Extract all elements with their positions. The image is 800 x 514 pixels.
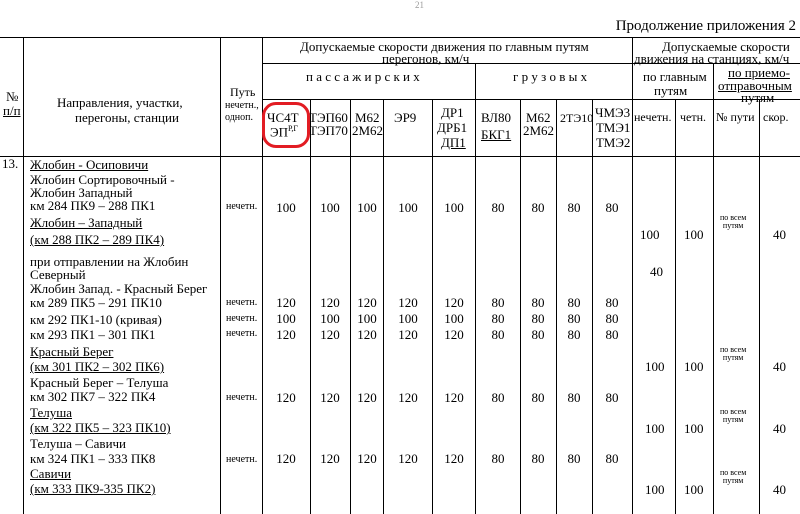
all-tracks-label: по всем путям xyxy=(720,345,747,363)
track-no-header: № пути xyxy=(716,110,755,124)
track-odd-cell: нечетн. xyxy=(226,201,258,212)
speed-cell: 120 xyxy=(357,295,377,310)
direction-line: Жлобин – Западный xyxy=(30,215,143,230)
all-tracks-label: по всем путям xyxy=(720,213,747,231)
north-main-speed: 40 xyxy=(650,264,663,279)
on-main-header-1: по главным xyxy=(643,69,707,84)
station-main-odd: 100 xyxy=(645,482,665,497)
direction-line: Савичи xyxy=(30,466,72,481)
vline-stations xyxy=(632,37,633,514)
direction-line: Жлобин Сортировочный - xyxy=(30,172,175,187)
speed-cell: 120 xyxy=(276,327,296,342)
passenger-header: п а с с а ж и р с к и х xyxy=(306,69,420,84)
vline-pass-freight xyxy=(475,63,476,514)
track-odd-cell: нечетн. xyxy=(226,328,258,339)
speed-cell: 80 xyxy=(605,390,619,405)
direction-line: (км 333 ПК9-335 ПК2) xyxy=(30,481,156,496)
station-speeds-header-1: Допускаемые скорости xyxy=(662,39,790,54)
num-header-2: п/п xyxy=(3,103,21,118)
on-receiving-header-2: отправочным xyxy=(718,78,792,93)
speed-cell: 100 xyxy=(357,311,377,326)
direction-line: Телуша – Савичи xyxy=(30,436,127,451)
speed-cell: 80 xyxy=(491,295,505,310)
even-header: четн. xyxy=(680,110,707,124)
speed-cell: 120 xyxy=(357,390,377,405)
direction-line: (км 301 ПК2 – 302 ПК6) xyxy=(30,359,165,374)
loco-chme3: ЧМЭ3 xyxy=(595,105,631,120)
direction-line: при отправлении на Жлобин xyxy=(30,254,189,269)
vline-f3 xyxy=(592,99,593,514)
direction-line: Жлобин Западный xyxy=(30,185,133,200)
speed-cell: 120 xyxy=(320,295,340,310)
all-tracks-label: по всем путям xyxy=(720,407,747,425)
speed-cell: 80 xyxy=(567,311,581,326)
loco-dp1: ДП1 xyxy=(441,135,466,150)
loco-tme1: ТМЭ1 xyxy=(596,120,631,135)
loco-m62-pass: М62 xyxy=(355,110,380,125)
station-main-odd: 100 xyxy=(645,359,665,374)
vline-p3 xyxy=(383,99,384,514)
loco-m62-freight: М62 xyxy=(526,110,551,125)
speed-cell: 120 xyxy=(276,451,296,466)
direction-line: Красный Берег xyxy=(30,344,114,359)
vline-p4 xyxy=(432,99,433,514)
station-main-even: 100 xyxy=(684,359,704,374)
track-header-1: Путь xyxy=(230,85,256,99)
vline-f2 xyxy=(556,99,557,514)
loco-2te10: 2ТЭ10 xyxy=(560,111,594,125)
receiving-speed: 40 xyxy=(773,359,786,374)
odd-header: нечетн. xyxy=(634,110,672,124)
row-number: 13. xyxy=(2,156,19,171)
freight-header: г р у з о в ы х xyxy=(513,69,588,84)
speed-cell: 80 xyxy=(531,200,545,215)
speed-cell: 100 xyxy=(276,200,296,215)
station-main-even: 100 xyxy=(684,421,704,436)
direction-line: км 284 ПК9 – 288 ПК1 xyxy=(30,198,156,213)
speed-cell: 80 xyxy=(531,327,545,342)
speed-cell: 80 xyxy=(531,311,545,326)
speed-cell: 100 xyxy=(398,311,418,326)
speed-cell: 100 xyxy=(357,200,377,215)
speed-cell: 120 xyxy=(398,295,418,310)
track-header-2: нечетн., xyxy=(225,100,259,111)
station-main-even: 100 xyxy=(684,227,704,242)
speed-cell: 80 xyxy=(491,200,505,215)
vline-main-recv xyxy=(713,63,714,514)
speed-cell: 120 xyxy=(398,327,418,342)
speed-cell: 80 xyxy=(491,451,505,466)
track-odd-cell: нечетн. xyxy=(226,454,258,465)
speed-cell: 80 xyxy=(605,451,619,466)
station-main-odd: 100 xyxy=(645,421,665,436)
main-speeds-header-2: перегонов, км/ч xyxy=(382,51,470,66)
speed-cell: 120 xyxy=(276,390,296,405)
speed-cell: 120 xyxy=(357,451,377,466)
direction-line: Красный Берег – Телуша xyxy=(30,375,169,390)
all-tracks-label: по всем путям xyxy=(720,468,747,486)
vline-num xyxy=(23,37,24,514)
speed-cell: 80 xyxy=(567,200,581,215)
direction-line: (км 322 ПК5 – 323 ПК10) xyxy=(30,420,171,435)
receiving-speed: 40 xyxy=(773,421,786,436)
speed-cell: 100 xyxy=(320,200,340,215)
speed-cell: 80 xyxy=(605,295,619,310)
track-odd-cell: нечетн. xyxy=(226,392,258,403)
vline-st3 xyxy=(759,99,760,514)
loco-ep: $ЭП^{Р,Г}$ xyxy=(270,124,299,140)
speed-cell: 80 xyxy=(605,311,619,326)
num-header-1: № xyxy=(6,89,19,104)
speed-cell: 80 xyxy=(567,327,581,342)
direction-line: км 289 ПК5 – 291 ПК10 xyxy=(30,295,162,310)
speed-cell: 120 xyxy=(320,390,340,405)
direction-header-2: перегоны, станции xyxy=(75,110,179,125)
speed-cell: 100 xyxy=(276,311,296,326)
loco-chs4t: ЧС4Т xyxy=(267,110,299,125)
direction-line: Жлобин - Осиповичи xyxy=(30,157,149,172)
station-speeds-header-2: движения на станциях, км/ч xyxy=(634,51,790,66)
vline-p1 xyxy=(310,99,311,514)
vline-direction xyxy=(220,37,221,514)
on-receiving-header-3: путям xyxy=(741,90,775,105)
station-main-even: 100 xyxy=(684,482,704,497)
on-receiving-header-1: по приемо- xyxy=(728,65,790,80)
speed-cell: 120 xyxy=(398,451,418,466)
speed-cell: 120 xyxy=(320,451,340,466)
speed-cell: 80 xyxy=(491,311,505,326)
loco-2m62-pass: 2М62 xyxy=(352,123,384,138)
vline-p2 xyxy=(350,99,351,514)
speed-cell: 100 xyxy=(444,200,464,215)
direction-line: Телуша xyxy=(30,405,72,420)
receiving-speed: 40 xyxy=(773,227,786,242)
speed-cell: 80 xyxy=(567,451,581,466)
direction-line: км 324 ПК1 – 333 ПК8 xyxy=(30,451,156,466)
appendix-title: Продолжение приложения 2 xyxy=(615,18,796,34)
loco-tme2: ТМЭ2 xyxy=(596,135,631,150)
speed-cell: 100 xyxy=(444,311,464,326)
speed-cell: 80 xyxy=(567,390,581,405)
direction-line: км 302 ПК7 – 322 ПК4 xyxy=(30,389,156,404)
speed-cell: 80 xyxy=(605,200,619,215)
on-main-header-2: путям xyxy=(654,83,688,98)
loco-2m62-freight: 2М62 xyxy=(523,123,555,138)
speed-cell: 80 xyxy=(491,390,505,405)
speed-cell: 80 xyxy=(605,327,619,342)
speed-cell: 120 xyxy=(444,451,464,466)
speed-header: скор. xyxy=(763,110,789,124)
vline-st1 xyxy=(675,99,676,514)
highlight-circle xyxy=(262,102,310,148)
loco-drb1: ДРБ1 xyxy=(437,120,468,135)
speed-cell: 120 xyxy=(357,327,377,342)
speed-cell: 120 xyxy=(444,327,464,342)
direction-line: км 292 ПК1-10 (кривая) xyxy=(30,312,162,327)
loco-tep60: ТЭП60 xyxy=(309,110,348,125)
direction-line: Северный xyxy=(30,267,86,282)
speed-cell: 80 xyxy=(491,327,505,342)
loco-tep70: ТЭП70 xyxy=(309,123,348,138)
loco-dr1: ДР1 xyxy=(441,105,464,120)
speed-cell: 80 xyxy=(531,295,545,310)
loco-vl80: ВЛ80 xyxy=(481,110,511,125)
direction-header-1: Направления, участки, xyxy=(57,95,183,110)
loco-bkg1: БКГ1 xyxy=(481,127,512,142)
speed-cell: 120 xyxy=(320,327,340,342)
loco-er9: ЭР9 xyxy=(394,110,417,125)
page-number: 21 xyxy=(415,0,424,10)
direction-line: (км 288 ПК2 – 289 ПК4) xyxy=(30,232,165,247)
speed-cell: 80 xyxy=(531,451,545,466)
table-top-border xyxy=(0,37,800,38)
track-header-3: одноп. xyxy=(225,112,254,123)
speed-cell: 100 xyxy=(398,200,418,215)
speed-cell: 120 xyxy=(444,295,464,310)
track-odd-cell: нечетн. xyxy=(226,313,258,324)
speed-cell: 120 xyxy=(444,390,464,405)
main-speeds-header-1: Допускаемые скорости движения по главным путям xyxy=(300,39,589,54)
speed-cell: 100 xyxy=(320,311,340,326)
station-main-odd: 100 xyxy=(640,227,660,242)
speed-cell: 120 xyxy=(276,295,296,310)
header-rule-2 xyxy=(262,99,800,100)
direction-line: Жлобин Запад. - Красный Берег xyxy=(30,281,208,296)
track-odd-cell: нечетн. xyxy=(226,297,258,308)
speed-cell: 80 xyxy=(567,295,581,310)
vline-f1 xyxy=(520,99,521,514)
speed-cell: 80 xyxy=(531,390,545,405)
direction-line: км 293 ПК1 – 301 ПК1 xyxy=(30,327,156,342)
receiving-speed: 40 xyxy=(773,482,786,497)
speed-cell: 120 xyxy=(398,390,418,405)
